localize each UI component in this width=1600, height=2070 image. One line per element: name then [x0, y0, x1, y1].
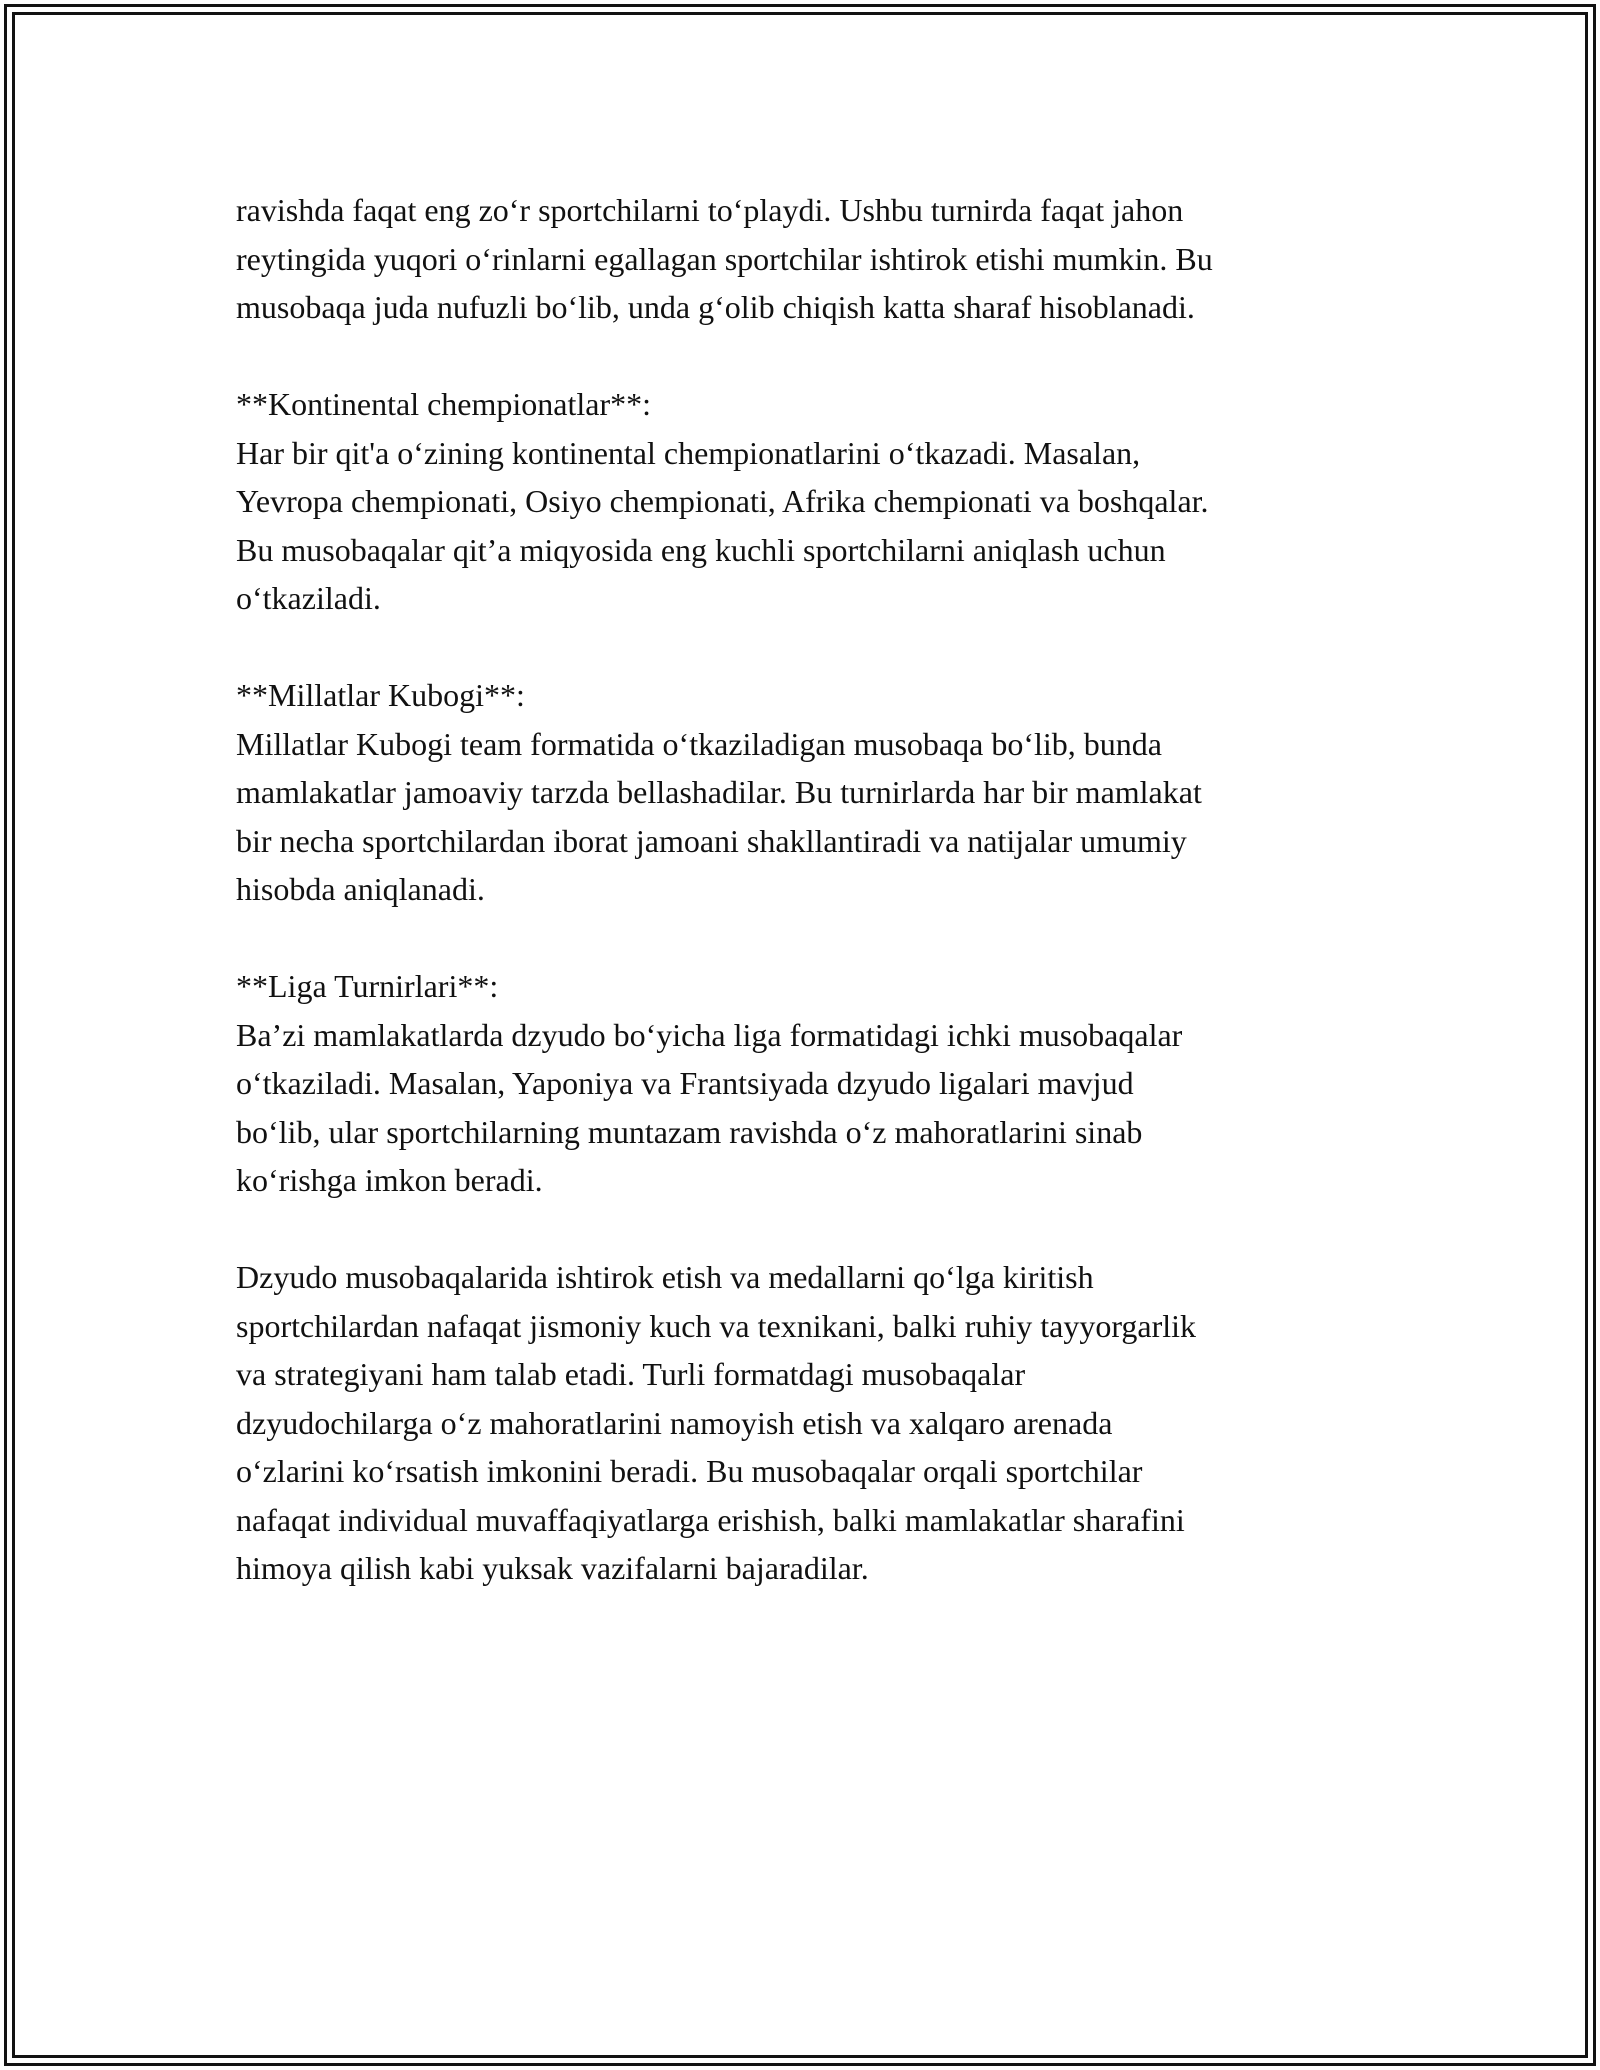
paragraph-continental-championships: **Kontinental chempionatlar**: Har bir qit'a o‘zining kontinental chempionatlarini o‘tkazadi. Masalan, Yevropa chempionati, Osiyo chempionati, Afrika chempionati va boshqalar. Bu musobaqalar qit’a miqyosida eng kuchli sportchilarni aniqlash uchun o‘tkaziladi.: [236, 386, 1209, 616]
paragraph-league-tournaments: **Liga Turnirlari**: Ba’zi mamlakatlarda dzyudo bo‘yicha liga formatidagi ichki musobaqalar o‘tkaziladi. Masalan, Yaponiya va Frantsiyada dzyudo ligalari mavjud bo‘lib, ular sportchilarning muntazam ravishda o‘z mahoratlarini sinab ko‘rishga imkon beradi.: [236, 968, 1183, 1198]
paragraph-nations-cup: **Millatlar Kubogi**: Millatlar Kubogi team formatida o‘tkaziladigan musobaqa bo‘lib, bunda mamlakatlar jamoaviy tarzda bellashadilar. Bu turnirlarda har bir mamlakat bir necha sportchilardan iborat jamoani shakllantiradi va natijalar umumiy hisobda aniqlanadi.: [236, 677, 1202, 907]
paragraph-intro-continuation: ravishda faqat eng zo‘r sportchilarni to‘playdi. Ushbu turnirda faqat jahon reytingida yuqori o‘rinlarni egallagan sportchilar ishtirok etishi mumkin. Bu musobaqa juda nufuzli bo‘lib, unda g‘olib chiqish katta sharaf hisoblanadi.: [236, 192, 1213, 325]
document-body: [236, 186, 1416, 1593]
paragraph-conclusion: Dzyudo musobaqalarida ishtirok etish va medallarni qo‘lga kiritish sportchilardan nafaqat jismoniy kuch va texnikani, balki ruhiy tayyorgarlik va strategiyani ham talab etadi. Turli formatdagi musobaqalar dzyudochilarga o‘z mahoratlarini namoyish etish va xalqaro arenada o‘zlarini ko‘rsatish imkonini beradi. Bu musobaqalar orqali sportchilar nafaqat individual muvaffaqiyatlarga erishish, balki mamlakatlar sharafini himoya qilish kabi yuksak vazifalarni bajaradilar.: [236, 1259, 1197, 1586]
